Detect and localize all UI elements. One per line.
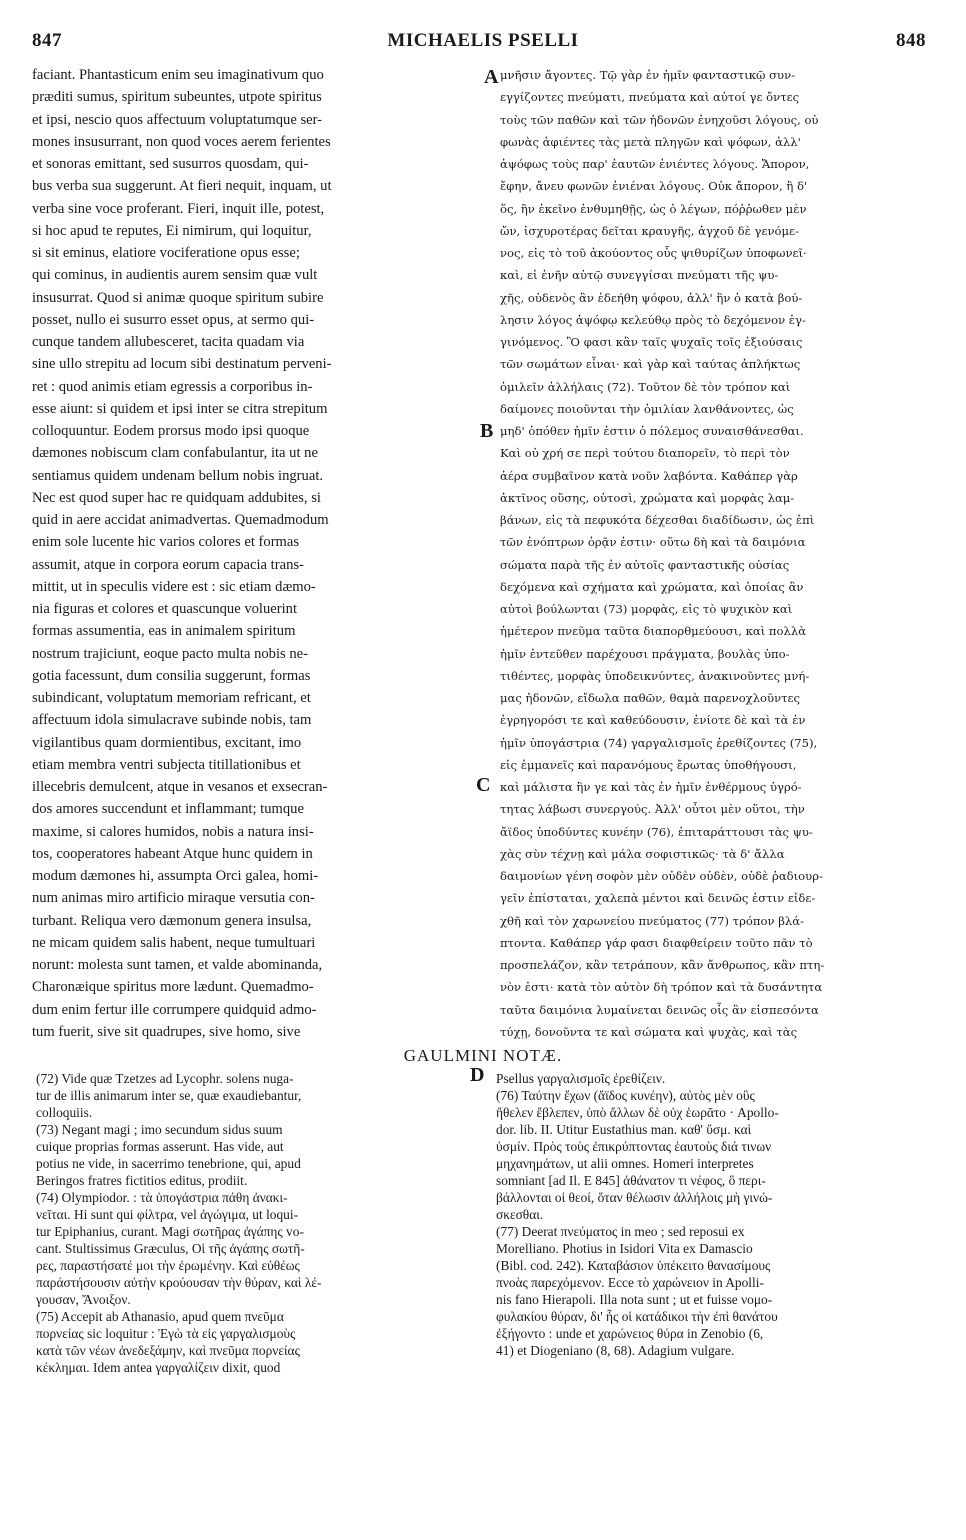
- latin-text-line: ne micam quidem salis habent, neque tumultuari: [32, 934, 316, 951]
- latin-text-line: mones insusurrant, non quod voces aerem ferientes: [32, 133, 331, 150]
- latin-text-line: dos amores succendunt et inflammant; tumque: [32, 801, 304, 818]
- page-number-right: 848: [896, 30, 926, 51]
- note-line: potius ne vide, in sacerrimo tenebrione, qui, apud: [36, 1156, 301, 1171]
- latin-text-line: si hoc apud te reputes, Ei nimirum, qui loquitur,: [32, 222, 312, 239]
- note-line: Beringos fratres fictitios editus, prodiit.: [36, 1173, 248, 1188]
- running-title: MICHAELIS PSELLI: [387, 30, 579, 51]
- latin-text-line: colloquuntur. Eodem prorsus modo ipsi quoque: [32, 423, 310, 439]
- greek-text-line: τῶν ἐνόπτρων ὁρᾷν ἐστιν· οὕτω δὴ καὶ τὰ δαιμόνια: [500, 535, 806, 550]
- greek-text-line: ταῦτα δαιμόνια λυμαίνεται δεινῶς οἷς ἂν εἰσπεσόντα: [500, 1002, 819, 1017]
- greek-text-line: ἡμῖν ἐντεῦθεν παρέχουσι πράγματα, βουλὰς ὑπο-: [500, 646, 790, 661]
- greek-text-line: ἀέρα συμβαῖνον κατὰ νοῦν λαβόντα. Καθάπερ γὰρ: [500, 468, 798, 483]
- margin-letter-d: D: [470, 1064, 485, 1086]
- latin-text-line: mittit, ut in speculis videre est : sic etiam dæmo-: [32, 578, 316, 595]
- greek-text-line: ἡμῖν ὑπογάστρια (74) γαργαλισμοῖς ἐρεθίζοντες (75),: [500, 735, 818, 750]
- notes-title: GAULMINI NOTÆ.: [403, 1046, 563, 1065]
- latin-text-line: etiam membra ventri subjecta titillationibus et: [32, 756, 301, 773]
- note-line: σκεσθαι.: [496, 1207, 544, 1222]
- latin-text-line: et ipsi, nescio quos affectuum voluptatumque ser-: [32, 111, 323, 128]
- greek-text-line: ὁμιλεῖν ἀλλήλαις (72). Τοῦτον δὲ τὸν τρόπον καὶ: [500, 379, 791, 394]
- latin-text-line: Nec est quod super hac re quidquam addubites, si: [32, 489, 321, 506]
- note-line: βάλλονται οἱ θεοί, ὅταν θέλωσιν ἀλλήλοις μὴ γινώ-: [496, 1190, 773, 1205]
- greek-text-line: χὰς σὺν τέχνῃ καὶ μάλα σοφιστικῶς· τὰ δ' ἄλλα: [500, 846, 785, 861]
- greek-text-column: [500, 64, 936, 1043]
- note-line: tur de illis animarum inter se, quæ exaudiebantur,: [36, 1088, 302, 1103]
- greek-text-line: χθῆ καὶ τὸν χαρωνείου πνεύματος (77) τρόπον βλά-: [500, 913, 804, 928]
- latin-text-line: faciant. Phantasticum enim seu imaginativum quo: [32, 67, 324, 83]
- note-line: ἐξήγοντο : unde et χαρώνειος θύρα in Zenobio (6,: [496, 1326, 764, 1341]
- greek-text-line: τύχῃ, δονοῦντα τε καὶ σώματα καὶ ψυχὰς, καὶ τὰς: [500, 1024, 798, 1039]
- latin-text-line: turbant. Reliqua vero dæmonum genera insulsa,: [32, 912, 312, 929]
- latin-text-column: [32, 64, 477, 1043]
- latin-text-line: num animas miro artificio miraque versutia con-: [32, 890, 315, 907]
- greek-text-line: χῆς, οὐδενὸς ἂν ἐδεήθη ψόφου, ἀλλ' ἣν ὁ κατὰ βού-: [500, 290, 803, 305]
- greek-text-line: δαίμονες ποιοῦνται τὴν ὁμιλίαν λανθάνοντες, ὡς: [500, 401, 794, 416]
- greek-text-line: δεχόμενα καὶ σχήματα καὶ χρώματα, καὶ ὁποίας ἂν: [500, 579, 804, 594]
- greek-text-line: τῶν σωμάτων εἶναι· καὶ γὰρ καὶ ταύτας ἀπλήκτως: [500, 357, 801, 372]
- greek-text-line: δαιμονίων γένη σοφὸν μὲν οὐδὲν οὐδὲν, οὐδὲ ῥαδιουρ-: [500, 869, 823, 883]
- latin-text-line: enim sole lucente hic varios colores et formas: [32, 534, 300, 551]
- latin-text-line: dæmones nobiscum clam confabulantur, ita ut ne: [32, 445, 318, 462]
- latin-text-line: nia figuras et colores et quascunque voluerint: [32, 601, 298, 617]
- greek-text-line: Καὶ οὐ χρή σε περὶ τούτου διαπορεῖν, τὸ περὶ τὸν: [500, 446, 790, 461]
- note-line: Psellus γαργαλισμοῖς ἐρεθίζειν.: [496, 1071, 666, 1086]
- note-line: ἤθελεν ἔβλεπεν, ὑπὸ ἄλλων δὲ οὐχ ἑωρᾶτο · Apollo-: [496, 1105, 779, 1120]
- latin-text-line: verba sine voce proferant. Fieri, inquit ille, potest,: [32, 200, 325, 217]
- greek-text-line: λησιν λόγος ἀψόφῳ κελεύθῳ πρὸς τὸ δεχόμενον ἐγ-: [500, 312, 806, 327]
- note-line: κατὰ τῶν νέων ἀνεδεξάμην, καὶ πνεῦμα πορνείας: [36, 1343, 300, 1358]
- greek-text-line: ἄϊδος ὑποδύντες κυνέην (76), ἐπιταράττουσι τὰς ψυ-: [500, 824, 813, 839]
- note-line: πορνείας sic loquitur : Ἐγὼ τὰ εἰς γαργαλισμοὺς: [36, 1326, 296, 1341]
- greek-text-line: γινόμενος. Ὃ φασι κἂν ταῖς ψυχαῖς τοῖς ἐξιούσαις: [500, 335, 803, 349]
- latin-text-line: cunque tandem allubesceret, tacita quadam via: [32, 334, 305, 350]
- note-line: παράστήσουσιν αὐτὴν κρούουσαν τὴν θύραν, καὶ λέ-: [36, 1275, 322, 1290]
- greek-text-line: ἀκτῖνος οὔσης, οὑτοσὶ, χρώματα καὶ μορφὰς λαμ-: [500, 490, 795, 505]
- latin-text-line: tum fuerit, sive sit quadrupes, sive homo, sive: [32, 1023, 301, 1040]
- note-line: cuique proprias formas asserunt. Has vide, aut: [36, 1139, 284, 1154]
- latin-text-line: modum dæmones hi, assumpta Orci galea, homi-: [32, 868, 319, 884]
- latin-text-line: præditi sumus, spiritum subeuntes, utpote spiritus: [32, 89, 322, 106]
- latin-text-line: Charonæique spiritus more lædunt. Quemadmo-: [32, 979, 314, 996]
- greek-text-line: προσπελάζον, κἂν τετράπουν, κἂν ἄνθρωπος, κἂν πτη-: [500, 958, 825, 972]
- notes-right-column: [496, 1070, 936, 1359]
- greek-text-line: μνῆσιν ἄγοντες. Τῷ γὰρ ἐν ἡμῖν φανταστικῷ συν-: [500, 68, 796, 82]
- latin-text-line: esse aiunt: si quidem et ipsi inter se citra strepitum: [32, 400, 328, 417]
- note-line: (74) Olympiodor. : τὰ ὑπογάστρια πάθη ἀνακι-: [36, 1190, 288, 1205]
- note-line: colloquiis.: [36, 1105, 93, 1120]
- note-line: (Bibl. cod. 242). Καταβάσιον ὑπέκειτο θανασίμους: [496, 1258, 771, 1273]
- latin-text-line: insusurrat. Quod si animæ quoque spiritum subire: [32, 289, 324, 306]
- margin-letter-c: C: [476, 774, 491, 796]
- note-line: μηχανημάτων, ut alii omnes. Homeri interpretes: [496, 1156, 754, 1171]
- greek-text-line: αὐτοὶ βούλωνται (73) μορφὰς, εἰς τὸ ψυχικὸν καὶ: [500, 602, 793, 616]
- greek-text-line: νὸν ἐστι· κατὰ τὸν αὐτὸν δὴ τρόπον καὶ τὰ δυσάντητα: [500, 980, 823, 995]
- margin-letter-a: A: [484, 66, 499, 88]
- notes-left-column: [36, 1070, 476, 1376]
- greek-text-line: μας ἡδονῶν, εἴδωλα παθῶν, θαμὰ παρενοχλοῦντες: [500, 691, 801, 705]
- latin-text-line: subindicant, voluptatum memoriam refricant, et: [32, 690, 311, 706]
- note-line: νεῖται. Hi sunt qui φίλτρα, vel ἀγώγιμα, ut loqui-: [36, 1207, 299, 1222]
- note-line: πνοὰς παρεχόμενον. Ecce τὸ χαρώνειον in Apolli-: [496, 1275, 764, 1290]
- note-line: ρες, παραστήσατέ μοι τὴν ἐρωμένην. Καὶ εὐθέως: [36, 1258, 300, 1273]
- latin-text-line: tos, cooperatores habeant Atque hunc quidem in: [32, 845, 313, 862]
- greek-text-line: τιθέντες, μορφὰς ὑποδεικνύντες, ἀνακινοῦντες μνή-: [500, 668, 810, 683]
- latin-text-line: sine ullo strepitu ad locum sibi destinatum perveni-: [32, 356, 332, 373]
- latin-text-line: formas assumentia, eas in animalem spiritum: [32, 623, 296, 640]
- note-line: nis fano Hierapoli. Illa nota sunt ; ut et fuisse νομο-: [496, 1292, 773, 1307]
- margin-letter-b: B: [480, 420, 494, 442]
- note-line: 41) et Diogeniano (8, 68). Adagium vulgare.: [496, 1343, 735, 1358]
- latin-text-line: ret : quod animis etiam egressis a corporibus in-: [32, 378, 313, 395]
- greek-text-line: ἐγρηγορόσι τε καὶ καθεύδουσιν, ἐνίοτε δὲ καὶ τὰ ἐν: [500, 713, 806, 728]
- greek-text-line: καὶ, εἰ ἐνῆν αὐτῷ συνεγγίσαι πνεύματι τῆς ψυ-: [500, 268, 779, 283]
- greek-text-line: ὅς, ἢν ἐκεῖνο ἐνθυμηθῇς, ὡς ὁ λέγων, πόῤῥωθεν μὲν: [500, 201, 807, 216]
- latin-text-line: maxime, si calores humidos, nobis a natura insi-: [32, 823, 314, 840]
- latin-text-line: nostrum trajiciunt, eoque pacto multa nobis ne-: [32, 645, 308, 662]
- latin-text-line: si sit eminus, elatiore vociferatione opus esse;: [32, 245, 300, 261]
- note-line: dor. lib. II. Utitur Eustathius man. καθ' ὕσμ. καὶ: [496, 1122, 752, 1137]
- note-line: (75) Accepit ab Athanasio, apud quem πνεῦμα: [36, 1309, 284, 1324]
- latin-text-line: gotia facessunt, dum consilia suggerunt, formas: [32, 667, 311, 684]
- note-line: tur Epiphanius, curant. Magi σωτῆρας ἀγάπης vo-: [36, 1224, 304, 1239]
- greek-text-line: ἔφην, ἄνευ φωνῶν ἐνιέναι λόγους. Οὐκ ἄπορον, ἢ δ': [500, 179, 808, 194]
- greek-text-line: σώματα παρὰ τῆς ἐν αὐτοῖς φανταστικῆς οὐσίας: [500, 557, 790, 572]
- greek-text-line: εἰς ἐμμανεῖς καὶ παρανόμους ἔρωτας ὑποθήγουσι,: [500, 757, 797, 772]
- latin-text-line: et sonoras emittant, sed susurros quosdam, qui-: [32, 156, 309, 172]
- page-number-left: 847: [32, 30, 62, 51]
- note-line: cant. Stultissimus Græculus, Οἱ τῆς ἀγάπης σωτῆ-: [36, 1241, 305, 1256]
- note-line: κέκλημαι. Idem antea γαργαλίζειν dixit, quod: [36, 1360, 281, 1375]
- latin-text-line: posset, nullo ei susurro esset opus, at sermo qui-: [32, 311, 315, 328]
- latin-text-line: dum enim fertur ille corrumpere quidquid admo-: [32, 1001, 317, 1018]
- note-line: (72) Vide quæ Tzetzes ad Lycophr. solens nuga-: [36, 1071, 294, 1086]
- latin-text-line: illecebris demulcent, atque in vesanos et exsecran-: [32, 779, 328, 795]
- greek-text-line: φωνὰς ἀφιέντες τὰς μετὰ πληγῶν καὶ ψόφων, ἀλλ': [500, 134, 801, 149]
- note-line: (77) Deerat πνεύματος in meo ; sed reposui ex: [496, 1224, 745, 1239]
- note-line: Morelliano. Photius in Isidori Vita ex Damascio: [496, 1241, 753, 1256]
- note-line: γουσαν, Ἄνοιξον.: [36, 1292, 131, 1307]
- note-line: φυλακίου θύραν, δι' ἧς οἱ κατάδικοι τὴν ἐπὶ θανάτου: [496, 1309, 778, 1324]
- latin-text-line: affectuum idola simulacrave subinde nobis, tam: [32, 712, 312, 729]
- greek-text-line: νος, εἰς τὸ τοῦ ἀκούοντος οὖς ψιθυρίζων ὑποφωνεῖ·: [500, 246, 807, 260]
- latin-text-line: sentiamus quidem undenam bellum nobis ingruat.: [32, 467, 324, 484]
- latin-text-line: qui cominus, in audientis aurem sensim quæ vult: [32, 267, 318, 284]
- latin-text-line: quid in aere accidat animadvertas. Quemadmodum: [32, 512, 329, 528]
- latin-text-line: assumit, atque in corpora eorum capacia trans-: [32, 556, 304, 573]
- greek-text-line: γεῖν ἐπίσταται, χαλεπὰ μέντοι καὶ δεινῶς ἐστιν εἰδε-: [500, 891, 816, 906]
- note-line: (76) Ταύτην ἔχων (ἄϊδος κυνέην), αὐτὸς μὲν οὓς: [496, 1088, 755, 1103]
- note-line: (73) Negant magi ; imo secundum sidus suum: [36, 1122, 283, 1137]
- greek-text-line: τοὺς τῶν παθῶν καὶ τῶν ἡδονῶν ἐνηχοῦσι λόγους, οὐ: [500, 112, 819, 127]
- latin-text-line: bus verba sua suggerunt. At fieri nequit, inquam, ut: [32, 178, 332, 195]
- greek-text-line: καὶ μάλιστα ἢν γε καὶ τὰς ἐν ἡμῖν ἐνθέρμους ὑγρό-: [500, 780, 802, 794]
- note-line: ὑσμίν. Πρὸς τοὺς ἐπικρύπτοντας ἑαυτοὺς διά τινων: [496, 1139, 772, 1154]
- greek-text-line: τητας λάβωσι συνεργούς. Ἀλλ' οὗτοι μὲν οὕτοι, τὴν: [500, 802, 805, 817]
- latin-text-line: norunt: molesta sunt tamen, et valde abominanda,: [32, 957, 323, 973]
- greek-text-line: μηδ' ὁπόθεν ἡμῖν ἐστιν ὁ πόλεμος συναισθάνεσθαι.: [500, 424, 804, 438]
- note-line: somniant [ad Il. E 845] ἀθάνατον τι νέφος, ὃ περι-: [496, 1173, 766, 1188]
- greek-text-line: ὤν, ἰσχυροτέρας δεῖται κραυγῆς, ἀγχοῦ δὲ γενόμε-: [500, 223, 799, 238]
- greek-text-line: ἡμέτερον πνεῦμα ταῦτα διαπορθμεύουσι, καὶ πολλὰ: [500, 624, 807, 639]
- greek-text-line: εγγίζοντες πνεύματι, πνεύματα καὶ αὐτοί γε ὄντες: [500, 90, 800, 105]
- greek-text-line: βάνων, εἰς τὰ πεφυκότα δέχεσθαι διαδίδωσιν, ὡς ἐπὶ: [500, 513, 815, 527]
- latin-text-line: vigilantibus quam dormientibus, excitant, imo: [32, 734, 302, 751]
- greek-text-line: πτοντα. Καθάπερ γάρ φασι διαφθείρειν τοῦτο πᾶν τὸ: [500, 935, 813, 950]
- greek-text-line: ἀψόφως τοὺς παρ' ἑαυτῶν ἐνιέντες λόγους. Ἄπορον,: [500, 157, 810, 171]
